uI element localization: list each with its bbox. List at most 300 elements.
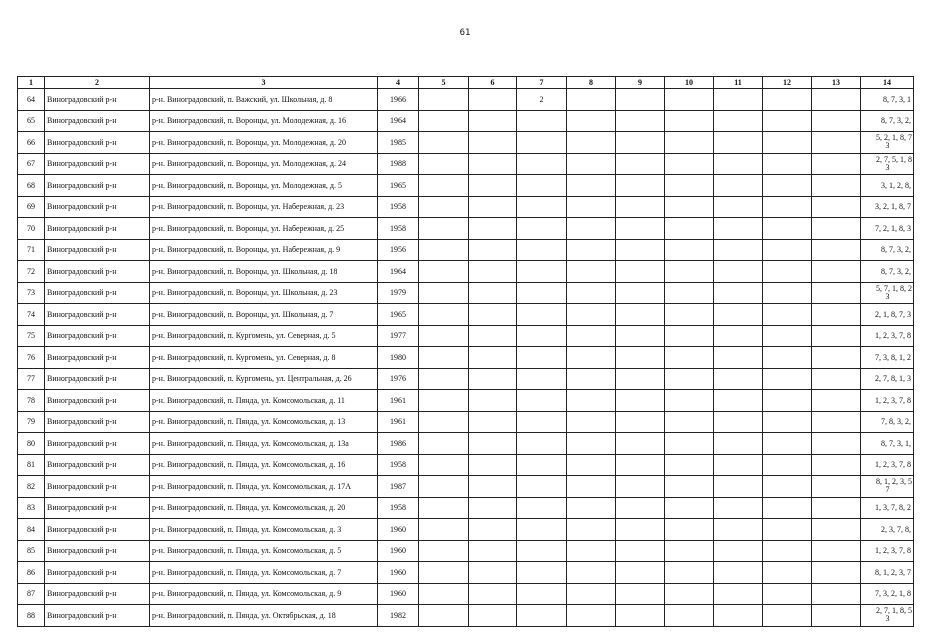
table-cell-col-9 [616,411,665,433]
table-cell-col-5 [419,218,469,240]
table-cell-col-3: р-н. Виноградовский, п. Воронцы, ул. Школьная, д. 7 [150,304,378,326]
table-cell-col-1: 87 [18,583,45,605]
table-cell-col-7 [517,476,567,498]
table-cell-col-1: 82 [18,476,45,498]
table-cell-col-2: Виноградовский р-н [45,218,150,240]
table-cell-col-13 [812,153,861,175]
table-cell-col-13 [812,368,861,390]
table-cell-col-1: 71 [18,239,45,261]
table-cell-col-10 [665,368,714,390]
table-cell-col-1: 83 [18,497,45,519]
table-cell-col-1: 64 [18,89,45,111]
cell-line: 5, 7, 1, 8, 2 [876,283,912,293]
table-cell-col-12 [763,218,812,240]
table-cell-col-1: 69 [18,196,45,218]
table-cell-col-6 [469,89,517,111]
table-cell-col-9 [616,476,665,498]
table-cell-col-14: 8, 7, 3, 2, [861,110,914,132]
table-cell-col-12 [763,304,812,326]
table-cell-col-9 [616,132,665,154]
table-cell-col-12 [763,261,812,283]
table-row [18,583,914,605]
table-cell-col-12 [763,175,812,197]
table-cell-col-10 [665,89,714,111]
table-cell-col-11 [714,476,763,498]
table-cell-col-3: р-н. Виноградовский, п. Воронцы, ул. Молодежная, д. 16 [150,110,378,132]
table-cell-col-14: 2, 3, 7, 8, [861,519,914,541]
table-cell-col-6 [469,282,517,304]
page-number: 61 [459,28,471,38]
table-cell-col-6 [469,110,517,132]
table-cell-col-7: 2 [517,89,567,111]
table-cell-col-8 [567,390,616,412]
table-cell-col-12 [763,390,812,412]
table-row [18,261,914,283]
table-cell-col-12 [763,196,812,218]
table-row [18,110,914,132]
table-cell-col-8 [567,497,616,519]
column-header-8: 8 [567,77,616,89]
table-cell-col-10 [665,433,714,455]
table-cell-col-6 [469,562,517,584]
table-cell-col-2: Виноградовский р-н [45,89,150,111]
table-cell-col-8 [567,454,616,476]
table-cell-col-12 [763,476,812,498]
table-cell-col-3: р-н. Виноградовский, п. Кургомень, ул. Центральная, д. 26 [150,368,378,390]
table-cell-col-8 [567,89,616,111]
table-cell-col-14: 7, 3, 8, 1, 2 [861,347,914,369]
table-cell-col-10 [665,519,714,541]
table-cell-col-14 [861,605,914,627]
table-cell-col-4: 1965 [378,175,419,197]
table-cell-col-14: 2, 1, 8, 7, 3 [861,304,914,326]
table-cell-col-3: р-н. Виноградовский, п. Воронцы, ул. Школьная, д. 23 [150,282,378,304]
table-cell-col-8 [567,325,616,347]
table-cell-col-8 [567,540,616,562]
table-cell-col-13 [812,583,861,605]
table-cell-col-13 [812,196,861,218]
table-row [18,411,914,433]
table-body [18,89,914,627]
header-row [18,77,914,89]
table-cell-col-11 [714,325,763,347]
table-cell-col-4: 1956 [378,239,419,261]
table-cell-col-1: 80 [18,433,45,455]
table-cell-col-10 [665,282,714,304]
table-cell-col-13 [812,282,861,304]
table-cell-col-8 [567,110,616,132]
table-cell-col-5 [419,304,469,326]
table-cell-col-6 [469,261,517,283]
table-cell-col-14 [861,153,914,175]
column-header-4: 4 [378,77,419,89]
table-cell-col-14: 8, 1, 2, 3, 7 [861,562,914,584]
table-cell-col-7 [517,583,567,605]
table-cell-col-3: р-н. Виноградовский, п. Воронцы, ул. Молодежная, д. 24 [150,153,378,175]
table-cell-col-8 [567,411,616,433]
table-cell-col-11 [714,433,763,455]
table-cell-col-10 [665,540,714,562]
table-cell-col-10 [665,605,714,627]
table-cell-col-4: 1979 [378,282,419,304]
table-cell-col-6 [469,583,517,605]
table-cell-col-14: 3, 1, 2, 8, [861,175,914,197]
table-cell-col-12 [763,282,812,304]
table-cell-col-9 [616,304,665,326]
table-cell-col-9 [616,605,665,627]
table-cell-col-4: 1965 [378,304,419,326]
table-cell-col-12 [763,562,812,584]
table-cell-col-13 [812,390,861,412]
table-cell-col-2: Виноградовский р-н [45,583,150,605]
table-cell-col-1: 77 [18,368,45,390]
table-cell-col-11 [714,605,763,627]
cell-line: 5, 2, 1, 8, 7 [876,133,912,143]
table-cell-col-2: Виноградовский р-н [45,153,150,175]
table-cell-col-8 [567,304,616,326]
table-cell-col-1: 85 [18,540,45,562]
table-cell-col-7 [517,454,567,476]
table-cell-col-1: 78 [18,390,45,412]
table-row [18,196,914,218]
table-cell-col-6 [469,519,517,541]
table-cell-col-3: р-н. Виноградовский, п. Воронцы, ул. Школьная, д. 18 [150,261,378,283]
table-cell-col-11 [714,132,763,154]
table-cell-col-3: р-н. Виноградовский, п. Кургомень, ул. Северная, д. 5 [150,325,378,347]
table-cell-col-12 [763,347,812,369]
table-cell-col-9 [616,218,665,240]
table-cell-col-11 [714,368,763,390]
table-cell-col-8 [567,433,616,455]
table-cell-col-2: Виноградовский р-н [45,540,150,562]
table-row [18,282,914,304]
table-cell-col-3: р-н. Виноградовский, п. Пянда, ул. Комсомольская, д. 5 [150,540,378,562]
table-cell-col-14: 3, 2, 1, 8, 7 [861,196,914,218]
table-cell-col-14 [861,282,914,304]
table-row [18,368,914,390]
table-row [18,497,914,519]
table-cell-col-12 [763,239,812,261]
table-cell-col-13 [812,239,861,261]
table-cell-col-4: 1960 [378,583,419,605]
table-cell-col-11 [714,239,763,261]
table-cell-col-3: р-н. Виноградовский, п. Пянда, ул. Комсомольская, д. 16 [150,454,378,476]
table-cell-col-13 [812,519,861,541]
table-cell-col-2: Виноградовский р-н [45,476,150,498]
table-cell-col-11 [714,218,763,240]
table-cell-col-3: р-н. Виноградовский, п. Пянда, ул. Комсомольская, д. 13а [150,433,378,455]
table-cell-col-6 [469,433,517,455]
table-cell-col-14: 8, 7, 3, 1, [861,433,914,455]
table-cell-col-7 [517,304,567,326]
table-cell-col-5 [419,110,469,132]
table-cell-col-10 [665,583,714,605]
table-cell-col-10 [665,497,714,519]
table-cell-col-13 [812,218,861,240]
table-cell-col-1: 73 [18,282,45,304]
table-cell-col-11 [714,454,763,476]
cell-line: 3 [885,162,890,172]
table-cell-col-8 [567,239,616,261]
table-cell-col-2: Виноградовский р-н [45,304,150,326]
table-cell-col-13 [812,261,861,283]
table-cell-col-7 [517,110,567,132]
table-cell-col-10 [665,239,714,261]
table-cell-col-3: р-н. Виноградовский, п. Пянда, ул. Комсомольская, д. 13 [150,411,378,433]
table-cell-col-8 [567,175,616,197]
table-cell-col-7 [517,411,567,433]
table-row [18,218,914,240]
table-cell-col-2: Виноградовский р-н [45,110,150,132]
table-cell-col-2: Виноградовский р-н [45,196,150,218]
table-cell-col-12 [763,368,812,390]
table-cell-col-2: Виноградовский р-н [45,239,150,261]
column-header-7: 7 [517,77,567,89]
table-cell-col-13 [812,476,861,498]
table-row [18,433,914,455]
table-cell-col-2: Виноградовский р-н [45,605,150,627]
table-cell-col-6 [469,411,517,433]
table-cell-col-8 [567,153,616,175]
table-cell-col-12 [763,540,812,562]
table-cell-col-5 [419,433,469,455]
table-cell-col-5 [419,347,469,369]
table-cell-col-5 [419,562,469,584]
table-cell-col-9 [616,153,665,175]
table-cell-col-2: Виноградовский р-н [45,325,150,347]
table-cell-col-2: Виноградовский р-н [45,454,150,476]
table-row [18,132,914,154]
table-cell-col-2: Виноградовский р-н [45,347,150,369]
table-cell-col-13 [812,562,861,584]
table-cell-col-10 [665,411,714,433]
table-cell-col-5 [419,411,469,433]
table-cell-col-7 [517,390,567,412]
table-row [18,304,914,326]
table-cell-col-2: Виноградовский р-н [45,132,150,154]
table-cell-col-7 [517,132,567,154]
table-cell-col-6 [469,239,517,261]
table-cell-col-6 [469,540,517,562]
table-cell-col-2: Виноградовский р-н [45,497,150,519]
table-cell-col-7 [517,196,567,218]
column-header-1: 1 [18,77,45,89]
table-cell-col-14: 2, 7, 8, 1, 3 [861,368,914,390]
table-cell-col-4: 1960 [378,540,419,562]
table-cell-col-11 [714,583,763,605]
column-header-2: 2 [45,77,150,89]
table-cell-col-6 [469,304,517,326]
table-cell-col-5 [419,519,469,541]
column-header-13: 13 [812,77,861,89]
table-cell-col-6 [469,390,517,412]
table-cell-col-1: 81 [18,454,45,476]
table-cell-col-2: Виноградовский р-н [45,282,150,304]
table-cell-col-7 [517,347,567,369]
table-cell-col-6 [469,347,517,369]
cell-line: 7 [885,485,890,495]
table-cell-col-13 [812,175,861,197]
table-cell-col-4: 1958 [378,218,419,240]
table-cell-col-11 [714,562,763,584]
table-cell-col-9 [616,540,665,562]
table-cell-col-8 [567,476,616,498]
table-cell-col-7 [517,261,567,283]
table-cell-col-3: р-н. Виноградовский, п. Пянда, ул. Комсомольская, д. 9 [150,583,378,605]
table-cell-col-9 [616,433,665,455]
table-cell-col-7 [517,519,567,541]
table-cell-col-8 [567,562,616,584]
table-cell-col-9 [616,519,665,541]
table-cell-col-5 [419,390,469,412]
table-cell-col-7 [517,368,567,390]
table-cell-col-4: 1958 [378,497,419,519]
cell-line: 8, 1, 2, 3, 5 [876,477,912,487]
column-header-5: 5 [419,77,469,89]
table-cell-col-13 [812,132,861,154]
table-cell-col-4: 1987 [378,476,419,498]
table-cell-col-7 [517,239,567,261]
table-cell-col-9 [616,110,665,132]
table-cell-col-5 [419,583,469,605]
cell-line: 3 [885,291,890,301]
table-cell-col-11 [714,304,763,326]
table-cell-col-14 [861,476,914,498]
table-cell-col-5 [419,368,469,390]
table-cell-col-5 [419,605,469,627]
table-cell-col-3: р-н. Виноградовский, п. Воронцы, ул. Набережная, д. 25 [150,218,378,240]
table-cell-col-3: р-н. Виноградовский, п. Воронцы, ул. Набережная, д. 9 [150,239,378,261]
table-cell-col-1: 84 [18,519,45,541]
table-cell-col-14: 7, 2, 1, 8, 3 [861,218,914,240]
table-cell-col-12 [763,411,812,433]
table-cell-col-7 [517,540,567,562]
table-cell-col-13 [812,347,861,369]
table-cell-col-14: 8, 7, 3, 2, [861,261,914,283]
table-cell-col-1: 86 [18,562,45,584]
table-cell-col-14 [861,132,914,154]
column-header-9: 9 [616,77,665,89]
table-cell-col-13 [812,304,861,326]
table-cell-col-7 [517,175,567,197]
table-cell-col-4: 1960 [378,562,419,584]
table-cell-col-5 [419,196,469,218]
table-cell-col-11 [714,153,763,175]
table-cell-col-1: 68 [18,175,45,197]
table-cell-col-2: Виноградовский р-н [45,433,150,455]
table-cell-col-12 [763,110,812,132]
table-cell-col-14: 1, 2, 3, 7, 8 [861,325,914,347]
table-cell-col-9 [616,368,665,390]
table-cell-col-7 [517,605,567,627]
table-cell-col-3: р-н. Виноградовский, п. Кургомень, ул. Северная, д. 8 [150,347,378,369]
table-cell-col-3: р-н. Виноградовский, п. Пянда, ул. Комсомольская, д. 7 [150,562,378,584]
table-cell-col-2: Виноградовский р-н [45,390,150,412]
table-row [18,605,914,627]
table-cell-col-8 [567,196,616,218]
table-cell-col-12 [763,497,812,519]
table-cell-col-13 [812,325,861,347]
table-cell-col-8 [567,132,616,154]
table-cell-col-10 [665,175,714,197]
table-cell-col-13 [812,540,861,562]
table-cell-col-9 [616,175,665,197]
table-cell-col-14: 1, 2, 3, 7, 8 [861,540,914,562]
table-cell-col-8 [567,583,616,605]
table-cell-col-9 [616,390,665,412]
table-row [18,454,914,476]
table-cell-col-10 [665,218,714,240]
table-cell-col-11 [714,282,763,304]
table-cell-col-11 [714,196,763,218]
table-cell-col-9 [616,261,665,283]
table-cell-col-4: 1988 [378,153,419,175]
table-cell-col-12 [763,132,812,154]
table-row [18,390,914,412]
table-cell-col-6 [469,132,517,154]
cell-line: 3 [885,141,890,151]
table-cell-col-8 [567,282,616,304]
table-cell-col-6 [469,325,517,347]
table-row [18,562,914,584]
table-cell-col-12 [763,325,812,347]
table-row [18,239,914,261]
table-cell-col-11 [714,390,763,412]
table-cell-col-8 [567,605,616,627]
table-cell-col-7 [517,497,567,519]
table-cell-col-12 [763,519,812,541]
table-cell-col-3: р-н. Виноградовский, п. Воронцы, ул. Молодежная, д. 20 [150,132,378,154]
table-cell-col-9 [616,562,665,584]
table-cell-col-2: Виноградовский р-н [45,368,150,390]
table-row [18,347,914,369]
table-cell-col-1: 75 [18,325,45,347]
table-cell-col-12 [763,454,812,476]
table-cell-col-11 [714,261,763,283]
column-header-12: 12 [763,77,812,89]
table-cell-col-6 [469,153,517,175]
table-cell-col-13 [812,89,861,111]
table-cell-col-11 [714,411,763,433]
table-cell-col-4: 1964 [378,110,419,132]
table-cell-col-4: 1960 [378,519,419,541]
table-cell-col-13 [812,454,861,476]
table-row [18,89,914,111]
table-cell-col-5 [419,153,469,175]
table-cell-col-13 [812,497,861,519]
table-cell-col-12 [763,433,812,455]
table-cell-col-1: 67 [18,153,45,175]
table-cell-col-5 [419,454,469,476]
table-cell-col-9 [616,325,665,347]
table-cell-col-5 [419,282,469,304]
table-cell-col-4: 1966 [378,89,419,111]
cell-line: 2, 7, 1, 8, 5 [876,606,912,616]
table-cell-col-13 [812,433,861,455]
table-cell-col-2: Виноградовский р-н [45,175,150,197]
table-cell-col-4: 1958 [378,454,419,476]
table-cell-col-8 [567,261,616,283]
table-cell-col-2: Виноградовский р-н [45,261,150,283]
table-cell-col-14: 8, 7, 3, 2, [861,239,914,261]
table-cell-col-6 [469,175,517,197]
table-cell-col-10 [665,196,714,218]
table-cell-col-6 [469,605,517,627]
table-cell-col-14: 1, 2, 3, 7, 8 [861,390,914,412]
table-cell-col-13 [812,110,861,132]
table-cell-col-11 [714,110,763,132]
table-cell-col-10 [665,562,714,584]
